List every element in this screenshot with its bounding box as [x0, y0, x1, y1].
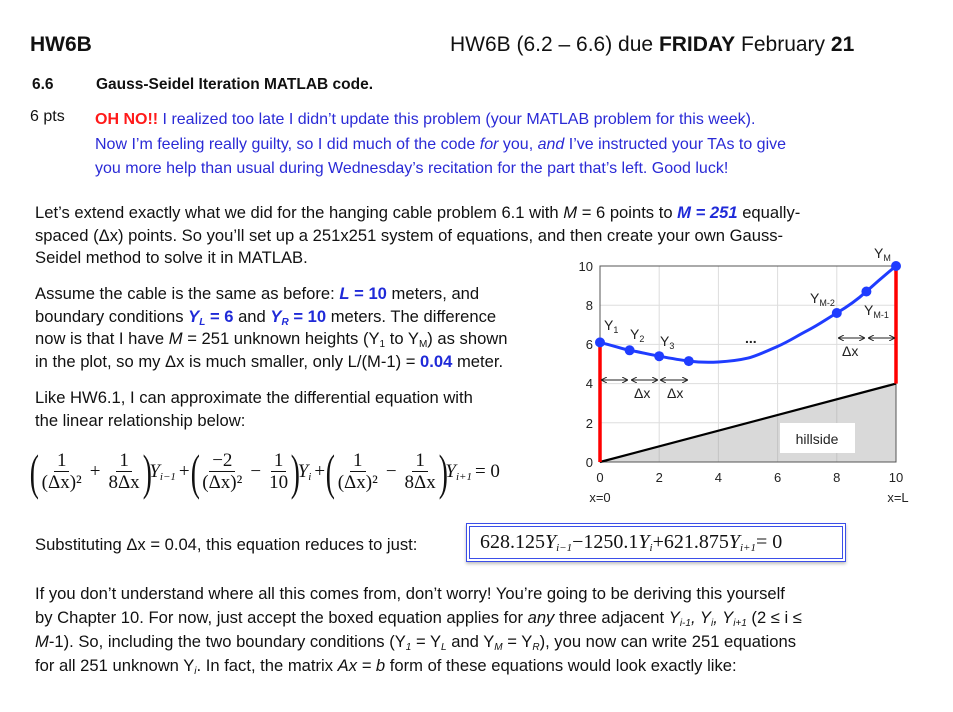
svg-text:6: 6 [773, 470, 782, 485]
due-prefix: HW6B (6.2 – 6.6) due [450, 33, 659, 56]
due-month: February [735, 33, 831, 56]
dx-label-3: Δx [842, 343, 859, 359]
x-axis-ticks [589, 470, 908, 505]
label-ym: $Y_M$ [874, 245, 891, 263]
dx-label-2: Δx [667, 385, 684, 401]
hillside-label: hillside [795, 431, 839, 447]
dx-label-1: Δx [634, 385, 651, 401]
notice-alert: OH NO!! [95, 111, 159, 128]
svg-text:2: 2 [655, 470, 663, 485]
label-y1: $Y_1$ [604, 317, 619, 335]
y-axis-ticks [579, 259, 593, 470]
x-end-label: x=L [887, 490, 909, 505]
boxed-equation: 628.125 $Y_{i-1}$ −1250.1 $Y_i$ +621.875 $Y_{i+1}$ = 0 [466, 523, 846, 562]
svg-text:4: 4 [585, 376, 593, 391]
svg-text:8: 8 [833, 470, 841, 485]
problem-title: Gauss-Seidel Iteration MATLAB code. [96, 76, 374, 93]
x-start-label: x=0 [589, 490, 611, 505]
due-day: FRIDAY [658, 33, 736, 56]
label-y2: $Y_2$ [630, 326, 645, 344]
hanging-cable-plot [560, 240, 953, 520]
label-ym1: $Y_{M-1}$ [864, 302, 889, 320]
svg-text:2: 2 [585, 416, 593, 431]
ellipsis-label: ... [745, 330, 757, 346]
difference-equation: ( $\frac{1}{\text{(Δx)²}}$ + $\frac{1}{8\Delta x}$ ) $Y_{i-1}$ + ( $\frac{-2}{\text{(Δx)²}}$ − $\frac{1}{10}$ ) $Y_i$ + ( $\frac{1}{\text{(Δx)²}}$ − $\frac{1}{8\Delta x}$ ) $Y_{i+1}$ = 0 [29, 444, 500, 500]
label-ym2: $Y_{M-2}$ [810, 290, 835, 308]
explanation-paragraph: If you don’t understand where all this comes from, don’t worry! You’re going to be deriving this yourself by Chapter 10. For now, just accept the boxed equation applies for any three adjacent $Y_{i-1}$, $Y_i$, $Y_{i+1}$ (2 ≤ i ≤ M-1). So, including the two boundary conditions ($Y_1 = Y_L$ and $Y_M = Y_R$), you now can write 251 equations for all 251 unknown $Y_i$. In fact, the matrix Ax = b form of these equations would look exactly like: [35, 584, 802, 677]
problem-number: 6.6 [32, 76, 54, 93]
svg-text:8: 8 [585, 298, 593, 313]
intro-paragraph: Let’s extend exactly what we did for the hanging cable problem 6.1 with M = 6 points to M = 251 equally- spaced (Δx) points. So you’ll set up a 251x251 system of equations, and then create your own Gauss- Seidel method to solve it in MATLAB. [35, 203, 801, 267]
notice-line-2: Now I’m feeling really guilty, so I did much of the code for you, and I’ve instructed your TAs to give [95, 135, 787, 153]
due-date-heading [450, 33, 854, 57]
svg-text:10: 10 [888, 470, 904, 485]
document-title: HW6B [30, 33, 92, 56]
substitution-label: Substituting Δx = 0.04, this equation reduces to just: [35, 535, 418, 554]
instructor-notice [95, 108, 786, 182]
svg-text:10: 10 [578, 259, 593, 274]
svg-text:0: 0 [585, 455, 593, 470]
notice-line-3: you more help than usual during Wednesday’s recitation for the part that’s left. Good luck! [95, 160, 729, 177]
notice-line-1: I realized too late I didn’t update this problem (your MATLAB problem for this week). [158, 111, 756, 128]
svg-text:4: 4 [714, 470, 723, 485]
due-date: 21 [830, 33, 855, 56]
assumptions-paragraph: Assume the cable is the same as before: L = 10 meters, and boundary conditions $Y_L = 6$ and $Y_R = 10$ meters. The difference now is that I have M = 251 unknown heights ($Y_1$ to $Y_M$) as shown in the plot, so my Δx is much smaller, only L/(M-1) = 0.04 meter. [35, 284, 508, 371]
problem-points: 6 pts [30, 108, 65, 125]
label-y3: $Y_3$ [660, 333, 675, 351]
svg-text:0: 0 [596, 470, 604, 485]
approximation-paragraph: Like HW6.1, I can approximate the differential equation with the linear relationship below: [35, 388, 473, 430]
svg-text:6: 6 [585, 337, 593, 352]
